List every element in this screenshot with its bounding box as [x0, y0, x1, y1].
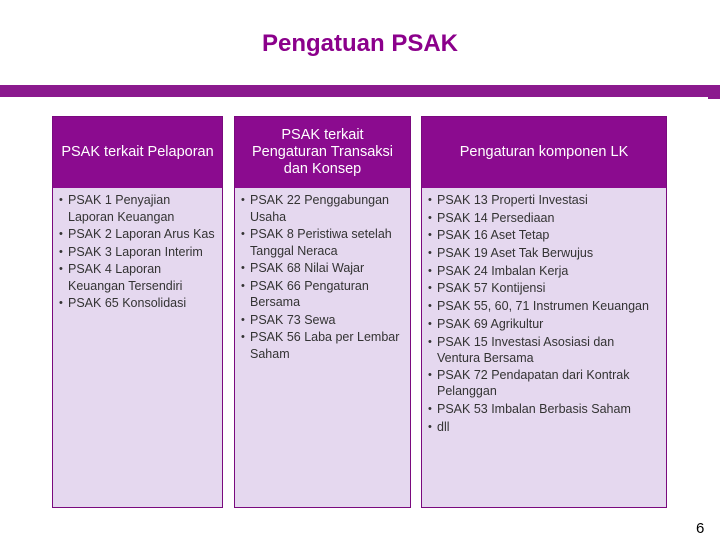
list-item: • PSAK 72 Pendapatan dari Kontrak Pelanggan — [428, 367, 660, 399]
item-list — [59, 192, 216, 312]
list-item: • PSAK 56 Laba per Lembar Saham — [241, 329, 404, 362]
title-divider-cap — [708, 97, 720, 99]
list-item: • PSAK 73 Sewa — [241, 312, 404, 329]
list-item: • PSAK 19 Aset Tak Berwujus — [428, 245, 660, 261]
list-item: • PSAK 14 Persediaan — [428, 210, 660, 226]
list-item: • PSAK 55, 60, 71 Instrumen Keuangan — [428, 298, 660, 314]
list-item: • PSAK 57 Kontijensi — [428, 280, 660, 296]
list-item: • PSAK 66 Pengaturan Bersama — [241, 278, 404, 311]
list-item: • PSAK 4 Laporan Keuangan Tersendiri — [59, 261, 216, 294]
column-header: PSAK terkait Pelaporan — [53, 117, 222, 188]
list-item: • PSAK 1 Penyajian Laporan Keuangan — [59, 192, 216, 225]
item-list — [241, 192, 404, 362]
list-item: • PSAK 15 Investasi Asosiasi dan Ventura Bersama — [428, 334, 660, 366]
column-header: Pengaturan komponen LK — [422, 117, 666, 188]
list-item: • PSAK 8 Peristiwa setelah Tanggal Neraca — [241, 226, 404, 259]
column-pelaporan — [52, 116, 223, 508]
list-item: • PSAK 13 Properti Investasi — [428, 192, 660, 208]
list-item: • PSAK 2 Laporan Arus Kas — [59, 226, 216, 243]
column-header: PSAK terkait Pengaturan Transaksi dan Konsep — [235, 117, 410, 188]
list-item: • PSAK 69 Agrikultur — [428, 316, 660, 332]
list-item: • dll — [428, 419, 660, 435]
list-item: • PSAK 22 Penggabungan Usaha — [241, 192, 404, 225]
column-transaksi-konsep — [234, 116, 411, 508]
slide-title: Pengatuan PSAK — [261, 30, 459, 57]
page-number: 6 — [696, 520, 705, 537]
list-item: • PSAK 24 Imbalan Kerja — [428, 263, 660, 279]
item-list — [428, 192, 660, 435]
title-divider-bar — [0, 85, 720, 97]
list-item: • PSAK 53 Imbalan Berbasis Saham — [428, 401, 660, 417]
list-item: • PSAK 3 Laporan Interim — [59, 244, 216, 261]
list-item: • PSAK 68 Nilai Wajar — [241, 260, 404, 277]
column-komponen-lk — [421, 116, 667, 508]
list-item: • PSAK 16 Aset Tetap — [428, 227, 660, 243]
list-item: • PSAK 65 Konsolidasi — [59, 295, 216, 312]
